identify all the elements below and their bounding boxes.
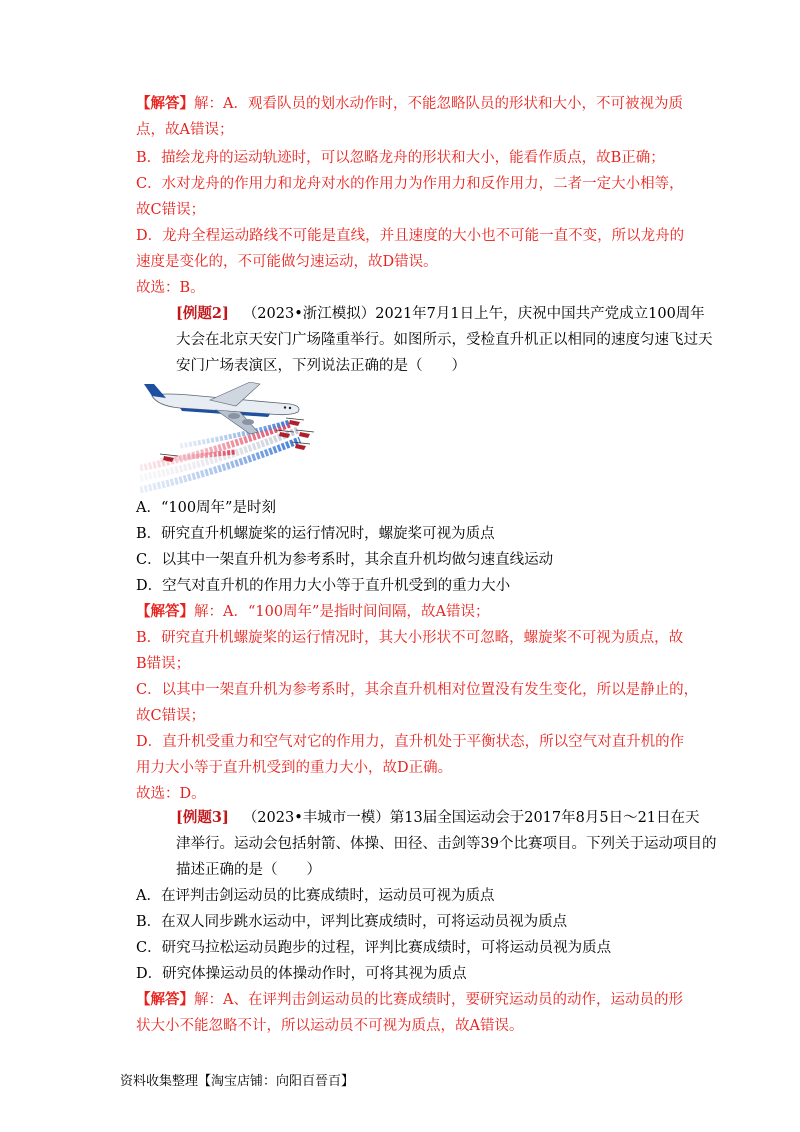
question-line: 安门广场表演区，下列说法正确的是（ ） bbox=[176, 358, 466, 374]
question-line: [例题3] （2023•丰城市一模）第13届全国运动会于2017年8月5日～21日在天 bbox=[176, 809, 700, 826]
question-line: [例题2] （2023•浙江模拟）2021年7月1日上午，庆祝中国共产党成立100周年 bbox=[176, 305, 705, 322]
question-line: 津举行。运动会包括射箭、体操、田径、击剑等39个比赛项目。下列关于运动项目的 bbox=[176, 836, 717, 852]
answer-line: D．龙舟全程运动路线不可能是直线，并且速度的大小也不可能一直不变，所以龙舟的 bbox=[136, 228, 685, 244]
question-line: 大会在北京天安门广场隆重举行。如图所示，受检直升机正以相同的速度匀速飞过天 bbox=[176, 332, 713, 348]
answer-line: 故C错误； bbox=[136, 202, 206, 218]
option-c: C．研究马拉松运动员跑步的过程，评判比赛成绩时，可将运动员视为质点 bbox=[136, 940, 612, 956]
option-d: D．研究体操运动员的体操动作时，可将其视为质点 bbox=[136, 966, 467, 982]
option-b: B．在双人同步跳水运动中，评判比赛成绩时，可将运动员视为质点 bbox=[136, 914, 568, 930]
answer-line: 状大小不能忽略不计，所以运动员不可视为质点，故A错误。 bbox=[136, 1018, 524, 1034]
option-a: A．“100周年”是时刻 bbox=[136, 500, 276, 516]
answer-line: B错误； bbox=[136, 656, 191, 672]
answer-tag: 【解答】 bbox=[136, 95, 194, 112]
answer-tag: 【解答】 bbox=[136, 991, 194, 1008]
answer-line: 故C错误； bbox=[136, 708, 206, 724]
answer-line: 【解答】解：A．观看队员的划水动作时，不能忽略队员的形状和大小，不可被视为质 bbox=[136, 95, 683, 112]
answer-line: 速度是变化的，不可能做匀速运动，故D错误。 bbox=[136, 254, 438, 270]
option-d: D．空气对直升机的作用力大小等于直升机受到的重力大小 bbox=[136, 578, 511, 594]
answer-line: B．研究直升机螺旋桨的运行情况时，其大小形状不可忽略，螺旋桨不可视为质点，故 bbox=[136, 630, 684, 646]
example-tag: [例题2] bbox=[176, 305, 229, 322]
example-tag: [例题3] bbox=[176, 809, 229, 826]
answer-line: C．以其中一架直升机为参考系时，其余直升机相对位置没有发生变化，所以是静止的， bbox=[136, 682, 699, 698]
answer-line: 用力大小等于直升机受到的重力大小，故D正确。 bbox=[136, 760, 453, 776]
page-footer: 资料收集整理【淘宝店铺：向阳百晉百】 bbox=[120, 1074, 355, 1089]
answer-tag: 【解答】 bbox=[136, 603, 194, 620]
option-a: A．在评判击剑运动员的比赛成绩时，运动员可视为质点 bbox=[136, 888, 495, 904]
answer-line: B．描绘龙舟的运动轨迹时，可以忽略龙舟的形状和大小，能看作质点，故B正确； bbox=[136, 150, 665, 166]
answer-choice: 故选：B。 bbox=[136, 280, 205, 296]
option-c: C．以其中一架直升机为参考系时，其余直升机均做匀速直线运动 bbox=[136, 552, 554, 568]
answer-line: C．水对龙舟的作用力和龙舟对水的作用力为作用力和反作用力，二者一定大小相等， bbox=[136, 176, 684, 192]
answer-line: D．直升机受重力和空气对它的作用力，直升机处于平衡状态，所以空气对直升机的作 bbox=[136, 734, 685, 750]
option-b: B．研究直升机螺旋桨的运行情况时，螺旋桨可视为质点 bbox=[136, 526, 495, 542]
answer-line: 点，故A错误； bbox=[136, 122, 234, 138]
answer-line: 【解答】解：A、在评判击剑运动员的比赛成绩时，要研究运动员的动作，运动员的形 bbox=[136, 991, 683, 1008]
question-line: 描述正确的是（ ） bbox=[176, 862, 321, 878]
answer-choice: 故选：D。 bbox=[136, 786, 206, 802]
answer-line: 【解答】解：A．“100周年”是指时间间隔，故A错误； bbox=[136, 603, 490, 620]
airplane-helicopter-figure bbox=[140, 382, 326, 494]
